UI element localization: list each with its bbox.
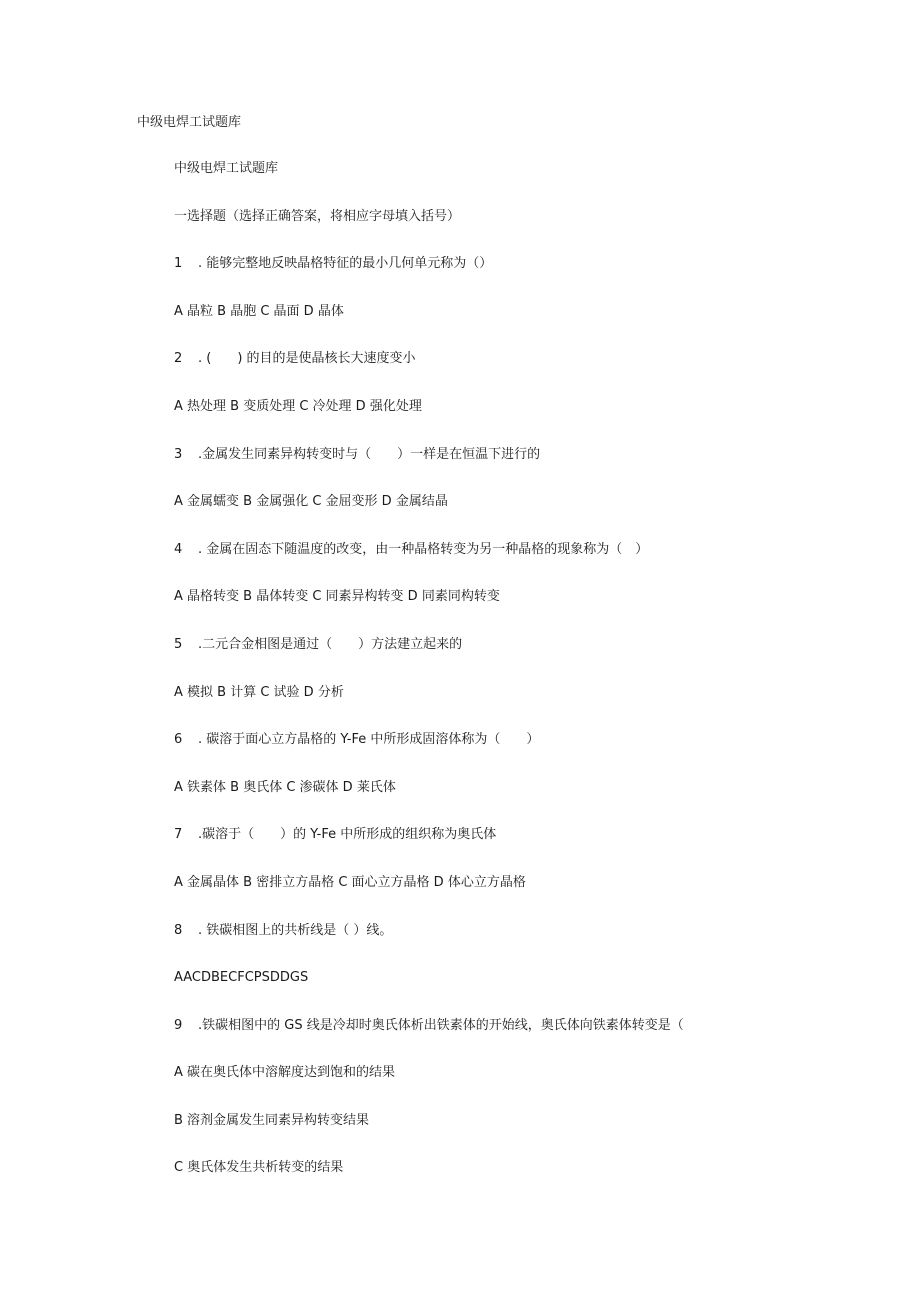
- question-1: [174, 254, 894, 302]
- question-number: 6: [174, 732, 183, 748]
- question-8: [174, 921, 894, 969]
- question-text: .二元合金相图是通过（ ）方法建立起来的: [198, 636, 463, 652]
- question-text: . 碳溶于面心立方晶格的 Y-Fe 中所形成固溶体称为（ ）: [198, 732, 540, 748]
- question-text: .铁碳相图中的 GS 线是冷却时奥氏体析出铁素体的开始线，奥氏体向铁素体转变是（: [198, 1017, 684, 1033]
- question-3-options: A 金属蠕变 B 金属强化 C 金屈变形 D 金属结晶: [174, 494, 448, 510]
- question-5-options: A 模拟 B 计算 C 试验 D 分析: [174, 684, 344, 700]
- question-6: [174, 730, 894, 778]
- question-text: . 铁碳相图上的共析线是（ ）线。: [198, 922, 393, 938]
- question-7: [174, 825, 894, 873]
- question-number: 7: [174, 827, 183, 843]
- question-text: . ( ) 的目的是使晶核长大速度变小: [198, 351, 416, 367]
- question-number: 8: [174, 922, 183, 938]
- question-1-options: A 晶粒 B 晶胞 C 晶面 D 晶体: [174, 303, 344, 319]
- question-2: [174, 349, 894, 397]
- question-text: . 能够完整地反映晶格特征的最小几何单元称为（）: [198, 256, 493, 272]
- question-8-options: AACDBECFCPSDDGS: [174, 970, 309, 986]
- document-title: 中级电焊工试题库: [137, 115, 242, 130]
- question-7-options: A 金属晶体 B 密排立方晶格 C 面心立方晶格 D 体心立方晶格: [174, 874, 526, 890]
- question-text: .碳溶于（ ）的 Y-Fe 中所形成的组织称为奥氏体: [198, 827, 497, 843]
- question-number: 9: [174, 1017, 183, 1033]
- question-9-option-a: A 碳在奥氏体中溶解度达到饱和的结果: [174, 1065, 396, 1081]
- question-number: 4: [174, 541, 183, 557]
- question-6-options: A 铁素体 B 奥氏体 C 渗碳体 D 莱氏体: [174, 779, 396, 795]
- question-4: [174, 540, 894, 588]
- document-body: [174, 159, 894, 1206]
- question-9-option-b: B 溶剂金属发生同素异构转变结果: [174, 1112, 370, 1128]
- question-5: [174, 635, 894, 683]
- question-2-options: A 热处理 B 变质处理 C 冷处理 D 强化处理: [174, 398, 422, 414]
- question-3: [174, 445, 894, 493]
- question-number: 2: [174, 351, 183, 367]
- question-number: 5: [174, 636, 183, 652]
- question-text: . 金属在固态下随温度的改变，由一种晶格转变为另一种晶格的现象称为（ ）: [198, 541, 649, 557]
- question-text: .金属发生同素异构转变时与（ ）一样是在恒温下进行的: [198, 446, 541, 462]
- question-9: [174, 1016, 894, 1064]
- question-4-options: A 晶格转变 B 晶体转变 C 同素异构转变 D 同素同构转变: [174, 589, 500, 605]
- document-subtitle: 中级电焊工试题库: [174, 161, 279, 176]
- question-number: 1: [174, 256, 183, 272]
- question-9-option-c: C 奥氏体发生共析转变的结果: [174, 1160, 344, 1176]
- question-number: 3: [174, 446, 183, 462]
- section-heading: 一选择题（选择正确答案，将相应字母填入括号）: [174, 208, 461, 224]
